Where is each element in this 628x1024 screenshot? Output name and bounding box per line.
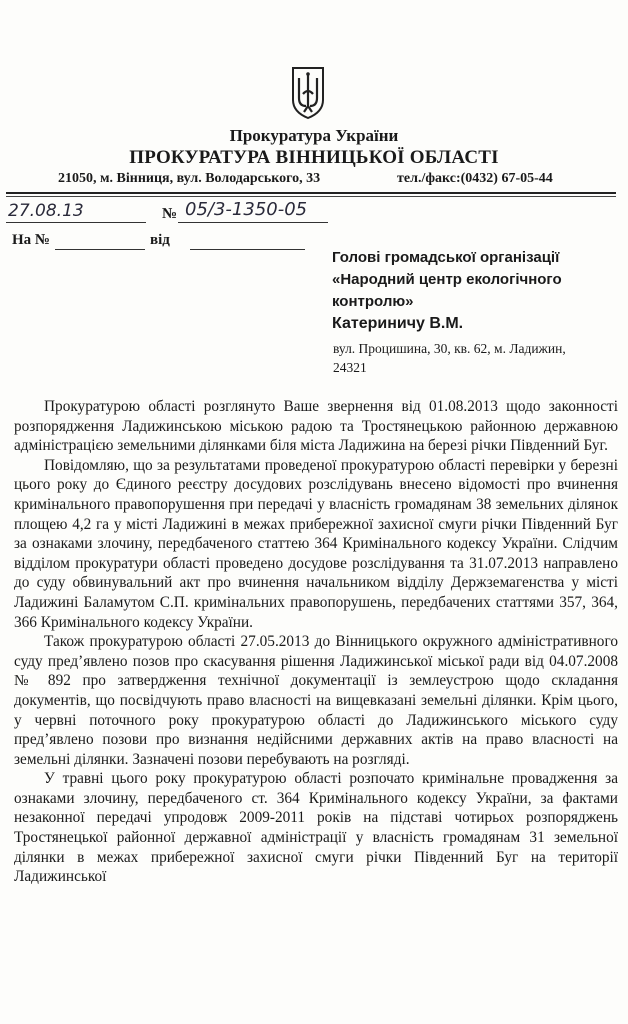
recipient-line-1: Голові громадської організації [332, 249, 560, 266]
paragraph-1: Прокуратурою області розглянуто Ваше звернення від 01.08.2013 щодо законності розпорядження Ладижинською міською радою та Тростянецькою районною державною адміністрацією земельними ділянками біля міста Ладижина на березі річки Південний Буг. [14, 398, 618, 455]
recipient-line-2: «Народний центр екологічного [332, 271, 562, 288]
trident-emblem-icon [290, 66, 326, 120]
recipient-address: вул. Процишина, 30, кв. 62, м. Ладижин, [333, 341, 566, 356]
reply-number-line [55, 249, 145, 250]
header-divider [6, 192, 616, 194]
org-subtitle: ПРОКУРАТУРА ВІННИЦЬКОЇ ОБЛАСТІ [129, 147, 499, 168]
handwritten-date: 27.08.13 [8, 201, 84, 221]
date-line [6, 222, 146, 223]
org-phone: тел./факс:(0432) 67-05-44 [397, 171, 553, 186]
org-address: 21050, м. Вінниця, вул. Володарського, 33 [58, 171, 321, 186]
letter-body [14, 397, 618, 887]
recipient-name: Катериничу В.М. [332, 315, 464, 332]
number-line [178, 222, 328, 223]
handwritten-number: 05/3-1350-05 [185, 199, 308, 220]
paragraph-3: Також прокуратурою області 27.05.2013 до Вінницького окружного адміністративного суду пред’явлено позов про скасування рішення Ладижинської міської ради від 04.07.2008 № 892 про затвердження технічної документації із землеустрою щодо складання документів, що посвідчують право власності на вищевказані земельні ділянки. Крім цього, у червні поточного року прокуратурою області до Ладижинського міського суду пред’явлено позови про визнання недійсними державних актів на право власності на земельні ділянки. Зазначені позови перебувають на розгляді. [14, 633, 618, 768]
recipient-line-3: контролю» [332, 293, 414, 310]
paragraph-2: Повідомляю, що за результатами проведеної прокуратурою області перевірки у березні цього року до Єдиного реєстру досудових розслідувань внесено відомості про вчинення кримінального правопорушення при передачі у власність громадянам 38 земельних ділянок площею 4,2 га у місті Ладижині в межах прибережної захисної смуги річки Південний Буг за ознаками злочину, передбаченого статтею 364 Кримінального кодексу України. Слідчим відділом прокуратури області проведено досудове розслідування та 31.07.2013 направлено до суду обвинувальний акт про вчинення начальником відділу Держземагенства у місті Ладижині Баламутом С.П. кримінальних правопорушень, передбачених статтями 357, 364, 366 Кримінального кодексу України. [14, 456, 618, 631]
number-label: № [162, 206, 178, 222]
reply-date-label: від [150, 232, 170, 248]
reply-date-line [190, 249, 305, 250]
reply-number-label: На № [12, 232, 50, 248]
header-divider-thin [6, 196, 616, 197]
recipient-postcode: 24321 [333, 360, 367, 375]
paragraph-4: У травні цього року прокуратурою області розпочато кримінальне провадження за ознаками злочину, передбаченого ст. 364 Кримінального кодексу України, за фактами незаконної передачі упродовж 2009-2011 років на підставі чотирьох розпоряджень Тростянецької районної державної адміністрації у власність громадянам 31 земельної ділянки в межах прибережної захисної смуги річки Південний Буг на території Ладижинської [14, 770, 618, 886]
org-title: Прокуратура України [229, 126, 399, 145]
